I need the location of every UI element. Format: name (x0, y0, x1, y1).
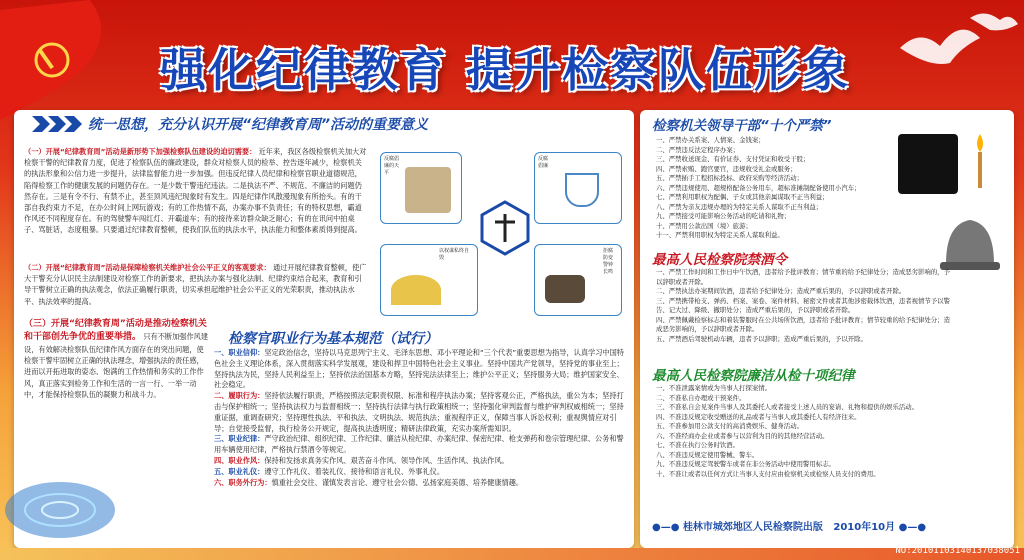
mid-item-label: 二、履职行为： (214, 391, 265, 401)
list-item: 一、严禁工作时间和工作日中午饮酒，违者给予批评教育；情节重的给予纪律处分；造成恶劣影响的，予以辞职或者开除。 (656, 268, 950, 286)
watermark: NO:20101103140137038051 (895, 546, 1020, 556)
mid-item-text: 慎重社会交往、谨慎发表言论、遵守社会公德、弘扬家庭美德、培养健康情趣。 (271, 477, 524, 487)
list-item: 八、严禁为亲友违规办理的为特定关系人谋取不正当利益； (656, 202, 823, 211)
section-1-heading: （一）开展“纪律教育周”活动是新形势下加强检察队伍建设的迫切需要： (24, 147, 257, 156)
page-title: 强化纪律教育 提升检察队伍形象 (160, 43, 851, 97)
mid-heading: 检察官职业行为基本规范（试行） (228, 331, 438, 347)
section-2-body: 通过开展纪律教育整顿，使广大干警充分认识民主法制建设对检察工作的新要求，把执法办案与强化法制、纪律约束结合起来，教育和引导干警树立正确的执法观念，依法正确履行职责，切实承担起维护社会公平正义的光荣职责，推动执法水平、执法效率的提高。 (24, 263, 367, 306)
list-item: 十一、严禁利用职权为特定关系人谋取利益。 (656, 231, 784, 239)
list-item: 三、严禁携带枪支、弹药、档案、案卷、案件材料、秘密文件或者其他涉密载体饮酒，违者视情节予以警告、记大过、降级、撤职处分；造成严重后果的，予以辞职或者开除。 (656, 296, 950, 314)
mid-item-text: 遵守工作礼仪、着装礼仪、接待和语言礼仪、外事礼仪。 (264, 466, 445, 476)
list-item: 八、不准违反规定使用警械、警车。 (656, 450, 759, 459)
hexagon-logo-icon (480, 200, 530, 256)
footer-org: 桂林市城郊地区人民检察院出版 (682, 522, 823, 533)
lead-heading: 统一思想，充分认识开展“纪律教育周”活动的重要意义 (88, 117, 429, 133)
candle-icon (960, 130, 1000, 190)
footer-date: 2010年10月 (833, 522, 896, 533)
cartoon-cup (534, 152, 622, 224)
dot-icon: ●—● (652, 522, 680, 533)
mid-item (214, 467, 626, 478)
section-3-body: 只有不断加强作风建设，有效解决检察队伍纪律作风方面存在的突出问题，使检察干警牢固树立正确的执法理念，增强执法的责任感，进而以开拓进取的姿态、饱满的工作热情和务实的工作作风，真正落实到检务工作和生活的一言一行、一举一动中，才能保持检察队伍的凝聚力和战斗力。 (24, 332, 208, 399)
list-item: 六、不准经商办企业或者参与以营利为目的的其他经营活动。 (656, 431, 829, 440)
footer (652, 518, 1008, 533)
list-item: 三、严禁收送现金、有价证券、支付凭证和收受干股； (656, 155, 810, 163)
dot-icon: ●—● (898, 522, 927, 533)
section-1-body: 近年来，我区各级检察机关加大对检察干警的纪律教育力度，促进了检察队伍的廉政建设，群众对检察人员的检举、控告逐年减少，检察机关的执法形象和公信力进一步提升，法律监督能力进一步加强。但违反纪律人员纪律和检察官职业道德规范，陷得检察工作的健康发展的问题仍存在。一是少数干警违纪违法。二是执法不严、不规范、不廉洁的问题仍然存在。三是有令不行、有禁不止，甚至顶风违纪现象时有发生。四是纪律作风散漫现象有所抬头。有的干部自我约束力不足，在办公时间上网玩游戏；有的工作热情不高，办案办事不负责任；有的特权思想，霸道作风还不同程度存在。有的驾驶警车闯红灯、开霸道车；有的接待来访群众缺乏耐心；有的在讯问中拍桌子、骂脏话，态度粗暴。只要通过纪律教育整顿，使我们队伍的执法水平，执法能力和整体素质得到提高。 (24, 147, 367, 235)
mid-item-label: 六、职务外行为： (214, 477, 272, 487)
list-item: 二、严禁执法办案期间饮酒，违者给予纪律处分；造成严重后果的，予以辞职或者开除。 (656, 287, 906, 295)
mid-item-text: 坚定政治信念，坚持以马克思列宁主义、毛泽东思想、邓小平理论和“三个代表”重要思想为指导，认真学习中国特色社会主义理论体系，深入贯彻落实科学发展观，建设和捍卫中国特色社会主义事业。坚持中国共产党领导，坚持党的事业至上；坚持执法为民，坚持人民利益至上；坚持依法治国基本方略，坚持宪法法律至上；维护公平正义；坚持服务大局；维护国家安全、社会稳定。 (214, 348, 624, 390)
mid-item-label: 一、职业信仰： (214, 348, 265, 357)
mid-item (214, 478, 626, 489)
list-item: 五、不准参加用公款支付的高消费娱乐、健身活动。 (656, 422, 803, 430)
section-3-heading: （三）开展“纪律教育周”活动是推动检察机关和干部创先争优的重要举措。 (24, 319, 207, 342)
caption: 以权谋私终自毁 (439, 248, 470, 261)
list-item: 三、不准私自会见案件当事人及其委托人或者接受上述人员的宴请、礼物和提供的娱乐活动。 (656, 403, 919, 411)
mid-item-label: 三、职业纪律： (214, 434, 265, 444)
mid-item-text: 保持和发扬求真务实作风、艰苦奋斗作风、领导作风、生活作风、执法作风。 (264, 455, 509, 465)
cartoon-bell (534, 244, 622, 316)
right-sec1-heading: 检察机关领导干部“十个严禁” (652, 118, 832, 134)
list-item: 六、严禁违规使用、超规格配备公务用车，超标准摊制配备使用小汽车； (656, 183, 861, 192)
list-item: 九、严禁接受可能影响公务活动的吃请和礼物； (656, 212, 791, 220)
list-item: 四、严禁索贿、跑官要官，违规收受礼金或服务； (656, 164, 797, 173)
section-2-heading: （二）开展“纪律教育周”活动是保障检察机关维护社会公平正义的客观要求： (24, 263, 271, 272)
list-item: 四、严禁佩戴检察标志和着装警服时在公共场所饮酒，违者给予批评教育；情节较重的给予纪律处分；造成恶劣影响的，予以辞职或者开除。 (656, 315, 950, 333)
mid-item (214, 348, 626, 391)
mid-item (214, 456, 626, 467)
cartoon-scale (380, 152, 462, 224)
list-item: 十、不准让或者以任何方式让当事人支付应由检察机关或检察人员支付的费用。 (656, 469, 880, 478)
mid-item (214, 434, 626, 456)
list-item: 七、不准在执行公务时饮酒。 (656, 441, 740, 449)
list-item: 五、严禁酒后驾驶机动车辆，违者予以辞职；造成严重后果的，予以开除。 (656, 334, 867, 343)
list-item: 一、严禁办关系案、人情案、金钱案； (656, 136, 765, 144)
mid-item (214, 391, 626, 434)
mid-item-text: 严守政治纪律、组织纪律、工作纪律、廉洁从检纪律、办案纪律、保密纪律、枪支弹药和卷宗管理纪律、公务和警用车辆使用纪律，严格执行禁酒令等规定。 (214, 434, 624, 455)
list-item: 九、不准违反规定驾驶警车或者在非公务活动中使用警用标志。 (656, 460, 835, 468)
mid-list (214, 348, 626, 544)
mid-item-text: 坚持依法履行职责，严格按照法定职责权限、标准和程序执法办案；坚持客观公正，严格执法，重公为本；坚持打击与保护相统一；坚持执法权力与监督相统一；坚持执行法律与执行政策相统一；坚持强化审判监督与维护审判权威相统一；坚持重证据，重调查研究；坚持理性执法、平和执法、文明执法、规范执法；重视程序正义，保障当事人诉讼权利；重视舆情应对引导；自觉接受监督，执行检务公开规定，提高执法透明度；精研法律政策，充实办案所需知识。 (214, 391, 624, 433)
dark-photo (898, 134, 958, 194)
caption: 反腐倡廉 (538, 156, 549, 169)
caption: 拒腐防变警钟长鸣 (603, 248, 614, 275)
chevron-right-icon (32, 116, 82, 132)
list-item: 四、不准违反规定收受赠送的礼品或者与当事人或其委托人有经济往来。 (656, 412, 861, 421)
list-item: 十、严禁用公款出国（境）旅游； (656, 221, 752, 230)
right-sec3-list (656, 384, 1006, 514)
alarm-bell-icon (936, 210, 1004, 274)
cartoon-grid (372, 148, 628, 318)
right-sec2-list (656, 268, 956, 358)
section-2 (24, 262, 368, 322)
water-drop-icon (0, 430, 120, 550)
list-item: 五、严禁插手工程招标投标、政府采购等经济活动； (656, 174, 803, 182)
caption: 反腐倡廉的天平 (384, 156, 400, 176)
right-sec3-heading: 最高人民检察院廉洁从检十项纪律 (652, 368, 855, 384)
list-item: 二、严禁违反法定程序办案； (656, 145, 740, 154)
right-sec1-list (656, 136, 894, 242)
bottom-strip (0, 548, 1024, 560)
list-item: 一、不准泄露案情或为当事人打探案情。 (656, 384, 772, 392)
cartoon-coins (380, 244, 478, 316)
right-sec2-heading: 最高人民检察院禁酒令 (652, 252, 787, 268)
mid-item-label: 五、职业礼仪： (214, 466, 265, 476)
mid-item-label: 四、职业作风： (214, 455, 265, 465)
list-item: 七、严禁利用职权为配偶、子女或其他亲属谋取不正当利益； (656, 193, 829, 201)
list-item: 二、不准私自办理或干预案件。 (656, 393, 746, 402)
